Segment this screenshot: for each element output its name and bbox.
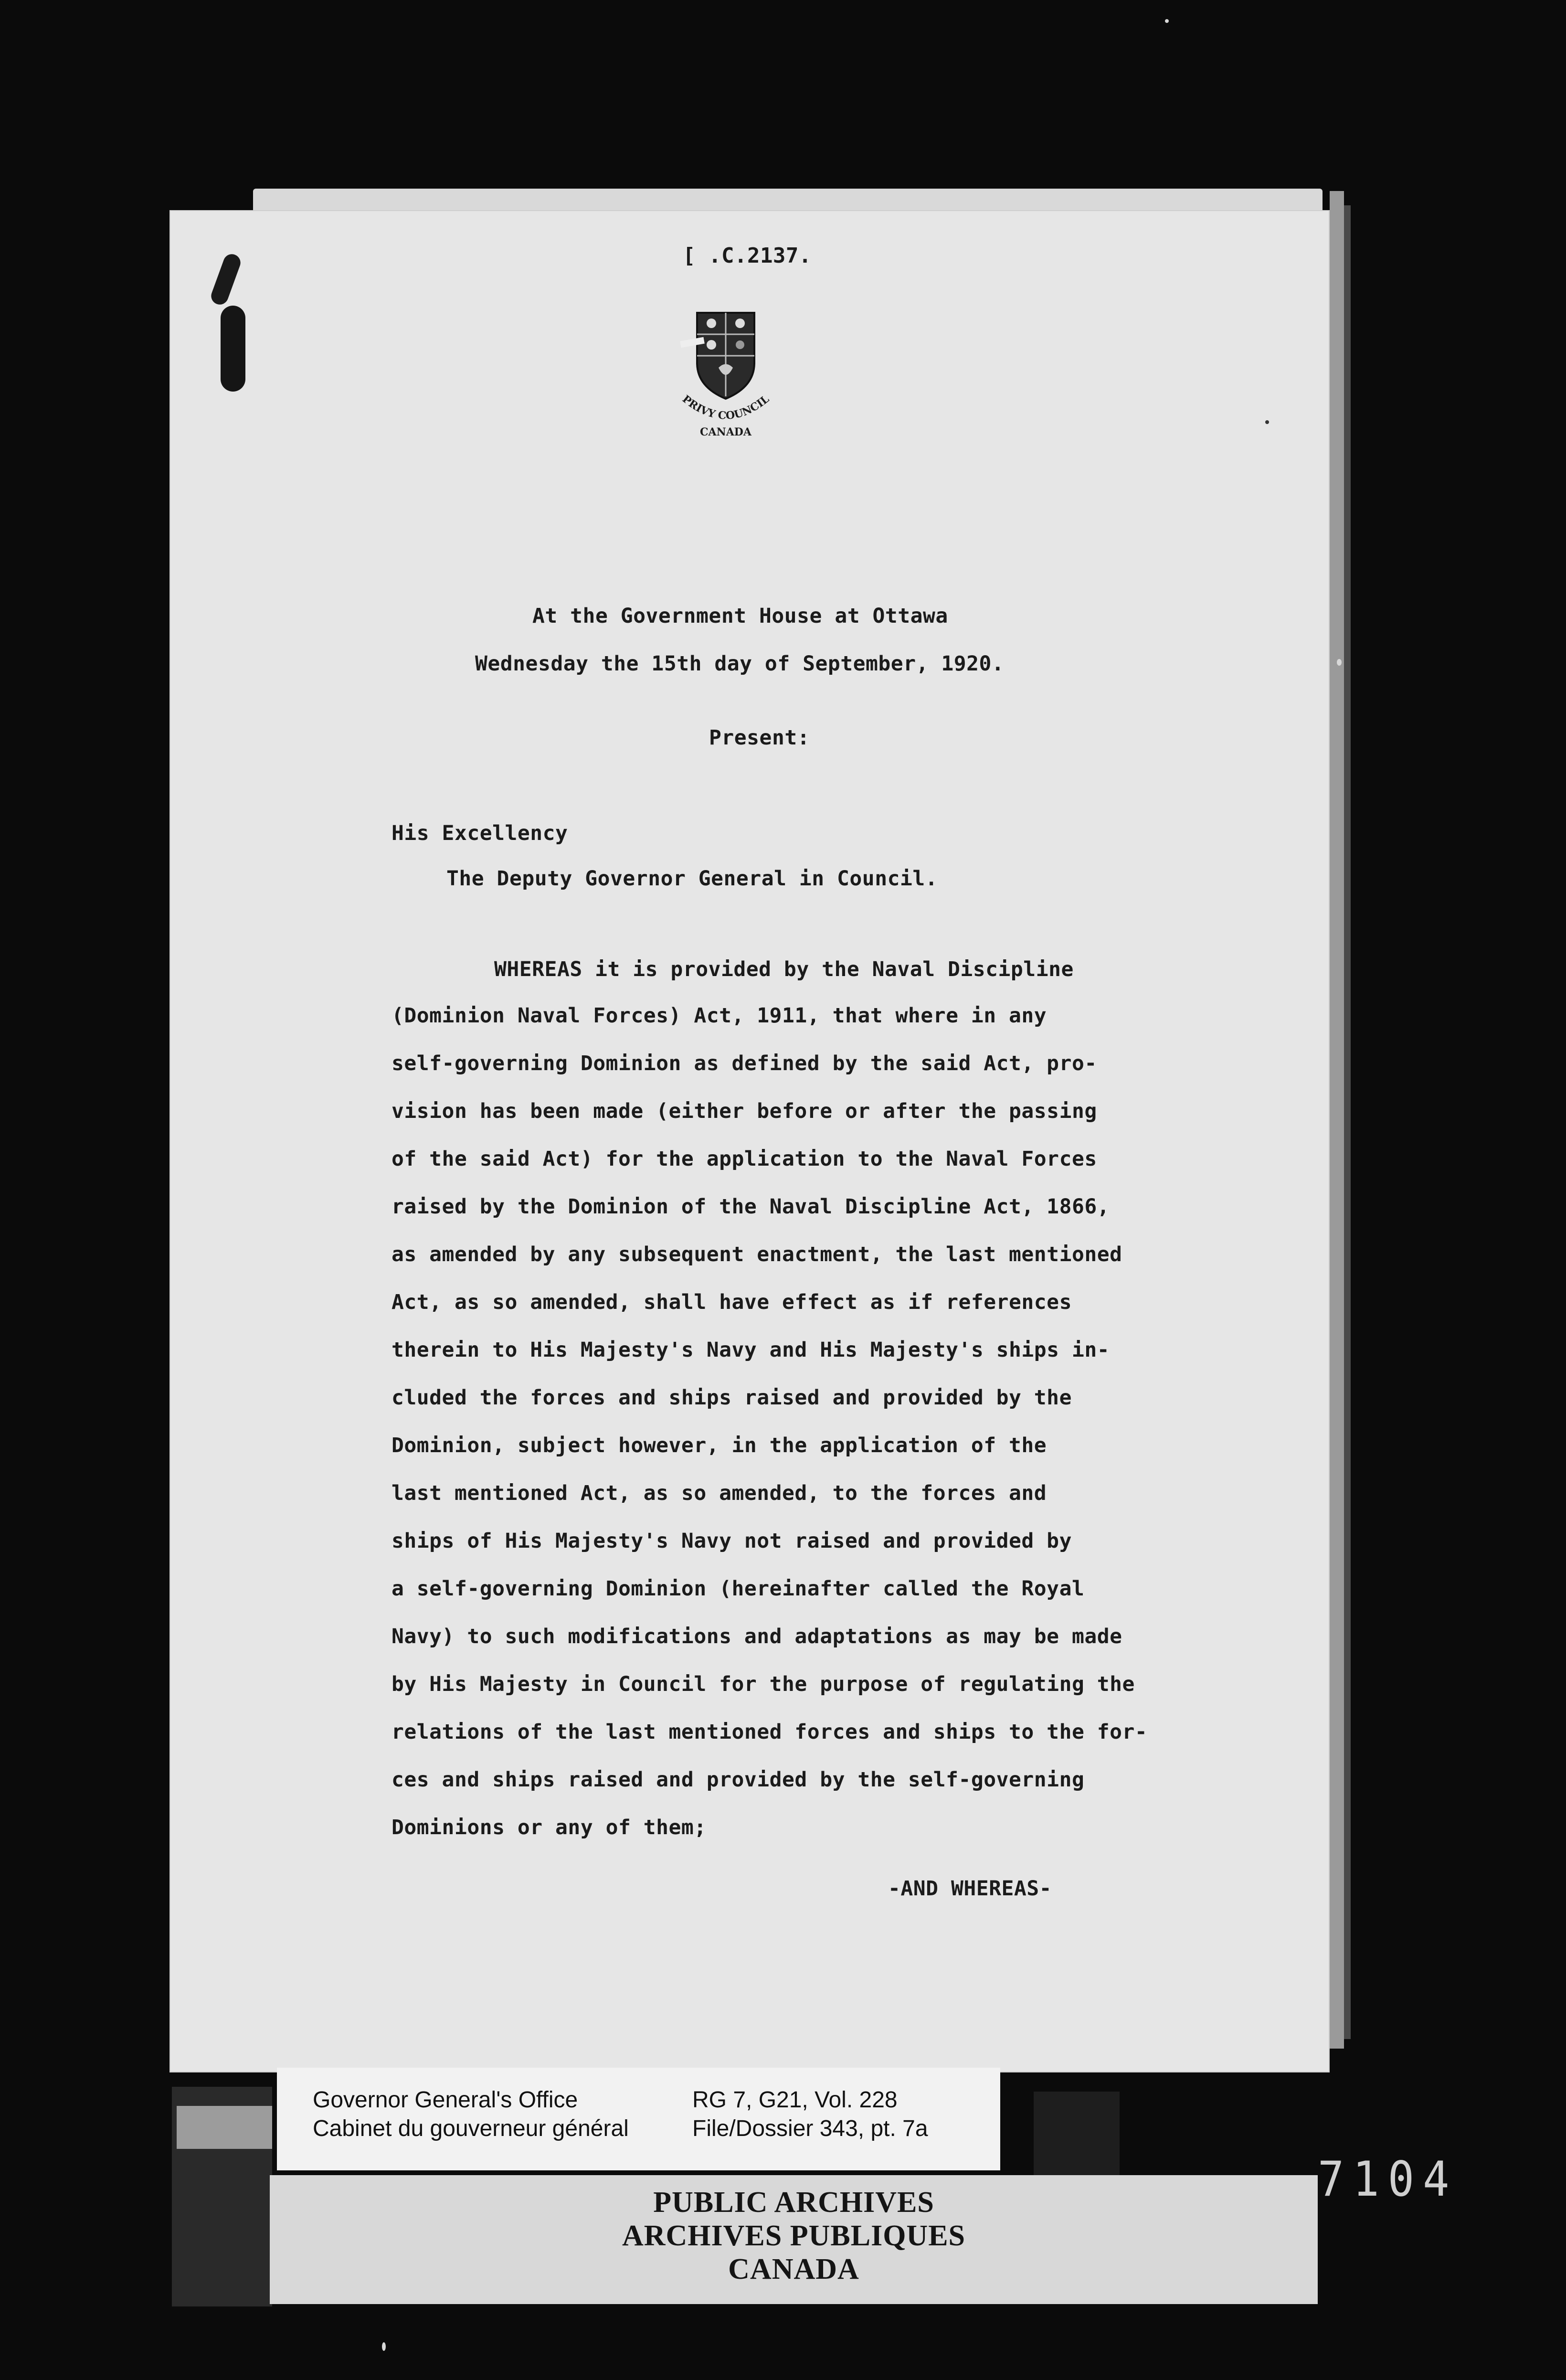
paragraph-line: Dominion, subject however, in the application of the (392, 1434, 1047, 1457)
paragraph-line: self-governing Dominion as defined by the said Act, pro- (392, 1052, 1097, 1075)
crest-caption-top: PRIVY COUNCIL (679, 393, 772, 422)
binding-mark (221, 306, 245, 392)
paragraph-line: a self-governing Dominion (hereinafter called the Royal (392, 1577, 1085, 1601)
paragraph-line: vision has been made (either before or after the passing (392, 1099, 1097, 1123)
paragraph-line: Navy) to such modifications and adaptations as may be made (392, 1625, 1122, 1648)
stamp-line-1: PUBLIC ARCHIVES (653, 2186, 934, 2219)
order-reference-number: [ .C.2137. (683, 244, 812, 268)
film-speck (1165, 19, 1169, 23)
paragraph-line: Act, as so amended, shall have effect as if references (392, 1290, 1072, 1314)
paragraph-line: of the said Act) for the application to the Naval Forces (392, 1147, 1097, 1171)
file-reference: File/Dossier 343, pt. 7a (692, 2116, 928, 2141)
film-strip-edge (177, 2106, 272, 2149)
privy-council-crest-icon (671, 306, 781, 439)
archive-reference-label (277, 2068, 1000, 2170)
document-page (169, 210, 1330, 2072)
paragraph-line: WHEREAS it is provided by the Naval Discipline (494, 957, 1074, 981)
frame-number: 7104 (1318, 2151, 1458, 2208)
paragraph-line: relations of the last mentioned forces and ships to the for- (392, 1720, 1148, 1744)
paragraph-line: (Dominion Naval Forces) Act, 1911, that where in any (392, 1004, 1047, 1028)
catchword: -AND WHEREAS- (888, 1877, 1052, 1901)
stamp-line-3: CANADA (728, 2253, 859, 2285)
office-name-en: Governor General's Office (313, 2087, 578, 2113)
address-line: His Excellency (392, 821, 568, 845)
film-speck (1337, 659, 1342, 666)
page-edge-shadow (1344, 205, 1351, 2039)
stamp-line-2: ARCHIVES PUBLIQUES (622, 2220, 966, 2252)
address-line: The Deputy Governor General in Council. (446, 867, 938, 891)
page-edge (1330, 191, 1344, 2049)
crest-caption-bottom: CANADA (700, 426, 751, 438)
paragraph-line: Dominions or any of them; (392, 1816, 707, 1839)
film-speck (1265, 420, 1269, 424)
present-label: Present: (709, 726, 810, 750)
record-group-reference: RG 7, G21, Vol. 228 (692, 2087, 898, 2113)
paragraph-line: raised by the Dominion of the Naval Discipline Act, 1866, (392, 1195, 1110, 1219)
paragraph-line: therein to His Majesty's Navy and His Majesty's ships in- (392, 1338, 1110, 1362)
paragraph-line: last mentioned Act, as so amended, to the forces and (392, 1481, 1047, 1505)
meeting-date: Wednesday the 15th day of September, 1920. (475, 652, 1005, 676)
paragraph-line: cluded the forces and ships raised and provided by the (392, 1386, 1072, 1410)
paragraph-line: ships of His Majesty's Navy not raised and provided by (392, 1529, 1072, 1553)
paragraph-line: ces and ships raised and provided by the self-governing (392, 1768, 1085, 1792)
film-speck (382, 2342, 386, 2351)
office-name-fr: Cabinet du gouverneur général (313, 2116, 629, 2141)
paragraph-line: by His Majesty in Council for the purpose of regulating the (392, 1672, 1135, 1696)
meeting-place: At the Government House at Ottawa (532, 604, 948, 628)
paragraph-line: as amended by any subsequent enactment, the last mentioned (392, 1243, 1122, 1266)
archive-stamp (270, 2175, 1318, 2304)
